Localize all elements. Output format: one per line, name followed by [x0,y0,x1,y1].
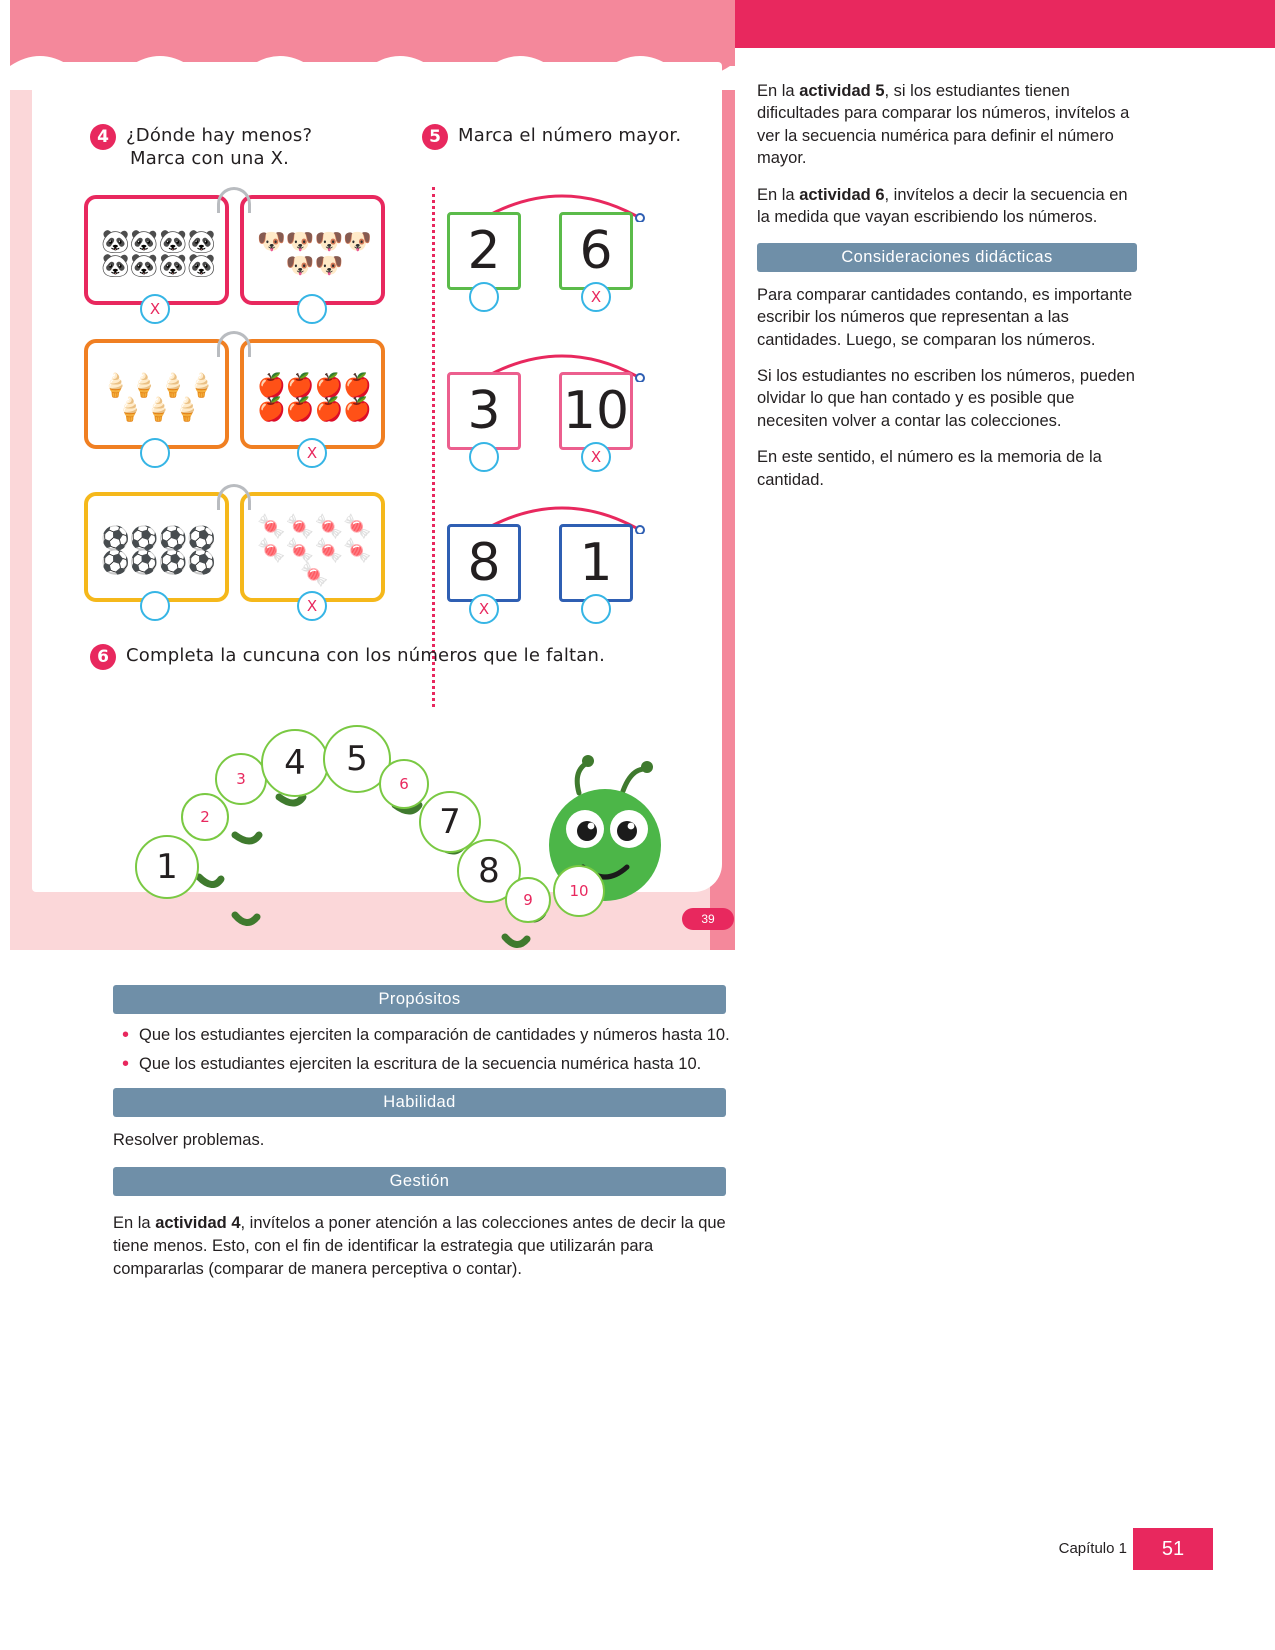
ice-cream-icon: 🍦 [158,371,188,398]
candy-icon: 🍬 [300,561,329,588]
candy-icon: 🍬 [314,512,344,539]
collection-card-pandas[interactable] [84,195,229,305]
teacher-bottom-block [113,985,730,1281]
number-box-10[interactable]: 10 [559,372,633,450]
apple-icon: 🍎 [314,371,344,398]
soccer-ball-icon: ⚽ [101,524,130,551]
apple-icon: 🍎 [257,396,286,422]
dotted-separator [432,187,435,707]
card-clip-icon [217,331,251,357]
candy-icon-group [252,506,377,594]
answer-circle-number-3[interactable] [469,442,499,472]
book-page-number: 51 [1133,1528,1213,1570]
dog-icon: 🐶 [343,227,372,254]
collection-card-dogs[interactable] [240,195,385,305]
number-box-6[interactable]: 6 [559,212,633,290]
number-box-3[interactable]: 3 [447,372,521,450]
spacer [113,1117,730,1129]
note-paragraph-3: Para comparar cantidades contando, es importante escribir los números que representan a las cantidades. Luego, se comparan los números. [757,285,1133,349]
answer-circle-pandas[interactable]: X [140,294,170,324]
soccer-ball-icon: ⚽ [187,549,216,575]
top-pink-banner [735,0,1275,48]
list-item: • Que los estudiantes ejerciten la comparación de cantidades y números hasta 10. [113,1024,730,1047]
apple-icon: 🍎 [343,371,372,398]
activity-5-header [422,124,712,150]
management-post: , invítelos a poner atención a las colecciones antes de decir la que tiene menos. Esto, con el fin de identificar la estrategia que utilizarán para compararlas (comparar de manera perceptiva o contar). [113,1214,726,1278]
collection-card-candies[interactable] [240,492,385,602]
answer-circle-soccer-balls[interactable] [140,591,170,621]
soccer-ball-icon: ⚽ [158,524,188,551]
panda-icon-group [96,209,221,297]
note-1-pre: En la [757,82,800,100]
management-pre: En la [113,1214,156,1233]
ice-cream-icon: 🍦 [129,371,159,398]
activity-6-instruction: Completa la cuncuna con los números que le faltan. [126,645,606,666]
apple-icon: 🍎 [285,396,315,422]
ice-cream-icon-group [96,353,221,441]
activity-5-instruction: Marca el número mayor. [458,125,682,146]
apple-icon: 🍎 [257,371,286,398]
caterpillar-segment-5[interactable]: 5 [323,725,391,793]
apple-icon-group [252,353,377,441]
note-paragraph-2 [757,184,1137,229]
list-item: • Que los estudiantes ejerciten la escritura de la secuencia numérica hasta 10. [113,1053,730,1076]
note-paragraph-5: En este sentido, el número es la memoria de la cantidad. [757,448,1102,489]
card-clip-icon [217,484,251,510]
panda-icon: 🐼 [129,227,159,254]
candy-icon: 🍬 [285,512,315,539]
candy-icon: 🍬 [285,536,315,563]
answer-circle-number-1[interactable] [581,594,611,624]
caterpillar-segment-6[interactable]: 6 [379,759,429,809]
note-2-post: , invítelos a decir la secuencia en la medida que vayan escribiendo los números. [757,185,1128,227]
chapter-label: Capítulo 1 [1058,1540,1127,1557]
activity-4-header [90,124,390,170]
caterpillar-segment-4[interactable]: 4 [261,729,329,797]
answer-circle-candies[interactable]: X [297,591,327,621]
answer-circle-apples[interactable]: X [297,438,327,468]
band-propositos: Propósitos [113,985,726,1014]
candy-icon: 🍬 [314,536,344,563]
apple-icon: 🍎 [285,371,315,398]
candy-icon: 🍬 [343,536,372,563]
number-box-8[interactable]: 8 [447,524,521,602]
note-1-post: , si los estudiantes tienen dificultades para comparar los números, invítelos a ver la secuencia numérica para definir el número mayor. [757,82,1130,168]
candy-icon: 🍬 [343,512,372,539]
student-page-facsimile [10,0,735,950]
soccer-ball-icon: ⚽ [129,524,159,551]
dog-icon-group [252,209,377,297]
student-page-number: 39 [682,908,734,930]
panda-icon: 🐼 [187,227,216,254]
caterpillar-segment-8[interactable]: 8 [457,839,521,903]
soccer-ball-icon-group [96,506,221,594]
caterpillar-segment-10[interactable]: 10 [553,865,605,917]
answer-circle-number-2[interactable] [469,282,499,312]
apple-icon: 🍎 [314,396,344,422]
panda-icon: 🐼 [158,252,188,278]
spacer [113,1151,730,1167]
dog-icon: 🐶 [257,227,286,254]
ice-cream-icon: 🍦 [172,396,202,422]
caterpillar-segment-7[interactable]: 7 [419,791,481,853]
apple-icon: 🍎 [343,396,372,422]
teacher-notes-column [757,80,1137,505]
panda-icon: 🐼 [101,227,130,254]
panda-icon: 🐼 [101,252,130,278]
soccer-ball-icon: ⚽ [187,524,216,551]
dog-icon: 🐶 [285,227,315,254]
note-2-pre: En la [757,185,800,204]
answer-circle-number-6[interactable]: X [581,282,611,312]
collection-card-soccer-balls[interactable] [84,492,229,602]
answer-circle-number-10[interactable]: X [581,442,611,472]
activity-4-instruction-line2: Marca con una X. [130,148,290,170]
spacer [113,1196,730,1212]
band-gestion: Gestión [113,1167,726,1196]
panda-icon: 🐼 [158,227,188,254]
candy-icon: 🍬 [257,536,286,563]
note-1-bold: actividad 5 [799,82,885,100]
activity-5-badge: 5 [422,124,448,150]
student-page-white-area [32,62,722,909]
answer-circle-ice-creams[interactable] [140,438,170,468]
ice-cream-icon: 🍦 [187,371,216,398]
soccer-ball-icon: ⚽ [129,549,159,575]
collection-card-apples[interactable] [240,339,385,449]
panda-icon: 🐼 [129,252,159,278]
soccer-ball-icon: ⚽ [101,549,130,575]
panda-icon: 🐼 [187,252,216,278]
management-bold: actividad 4 [155,1214,241,1233]
note-2-bold: actividad 6 [799,185,885,204]
activity-4-instruction [126,124,312,170]
caterpillar-segment-1[interactable]: 1 [135,835,199,899]
caterpillar-illustration [127,737,687,950]
activity-4-instruction-line1: ¿Dónde hay menos? [126,125,313,146]
note-paragraph-4: Si los estudiantes no escriben los números, pueden olvidar lo que han contado y es posible que necesiten volver a contar las colecciones. [757,366,1135,430]
number-box-1[interactable]: 1 [559,524,633,602]
candy-icon: 🍬 [257,512,286,539]
ice-cream-icon: 🍦 [101,371,130,398]
card-clip-icon [217,187,251,213]
band-habilidad: Habilidad [113,1088,726,1117]
activity-6-header [90,644,690,670]
management-text [113,1212,730,1280]
caterpillar-segment-3[interactable]: 3 [215,753,267,805]
dog-icon: 🐶 [314,252,344,278]
collection-card-ice-creams[interactable] [84,339,229,449]
soccer-ball-icon: ⚽ [158,549,188,575]
activity-4-badge: 4 [90,124,116,150]
dog-icon: 🐶 [285,252,315,278]
note-paragraph-1 [757,80,1137,170]
caterpillar-segment-9[interactable]: 9 [505,877,551,923]
answer-circle-number-8[interactable]: X [469,594,499,624]
skill-text: Resolver problemas. [113,1130,265,1149]
band-consideraciones-didacticas: Consideraciones didácticas [757,243,1137,272]
activity-6-badge: 6 [90,644,116,670]
answer-circle-dogs[interactable] [297,294,327,324]
ice-cream-icon: 🍦 [144,396,173,422]
proposals-list [113,1024,730,1076]
number-box-2[interactable]: 2 [447,212,521,290]
caterpillar-segment-2[interactable]: 2 [181,793,229,841]
ice-cream-icon: 🍦 [115,396,145,422]
dog-icon: 🐶 [314,227,344,254]
